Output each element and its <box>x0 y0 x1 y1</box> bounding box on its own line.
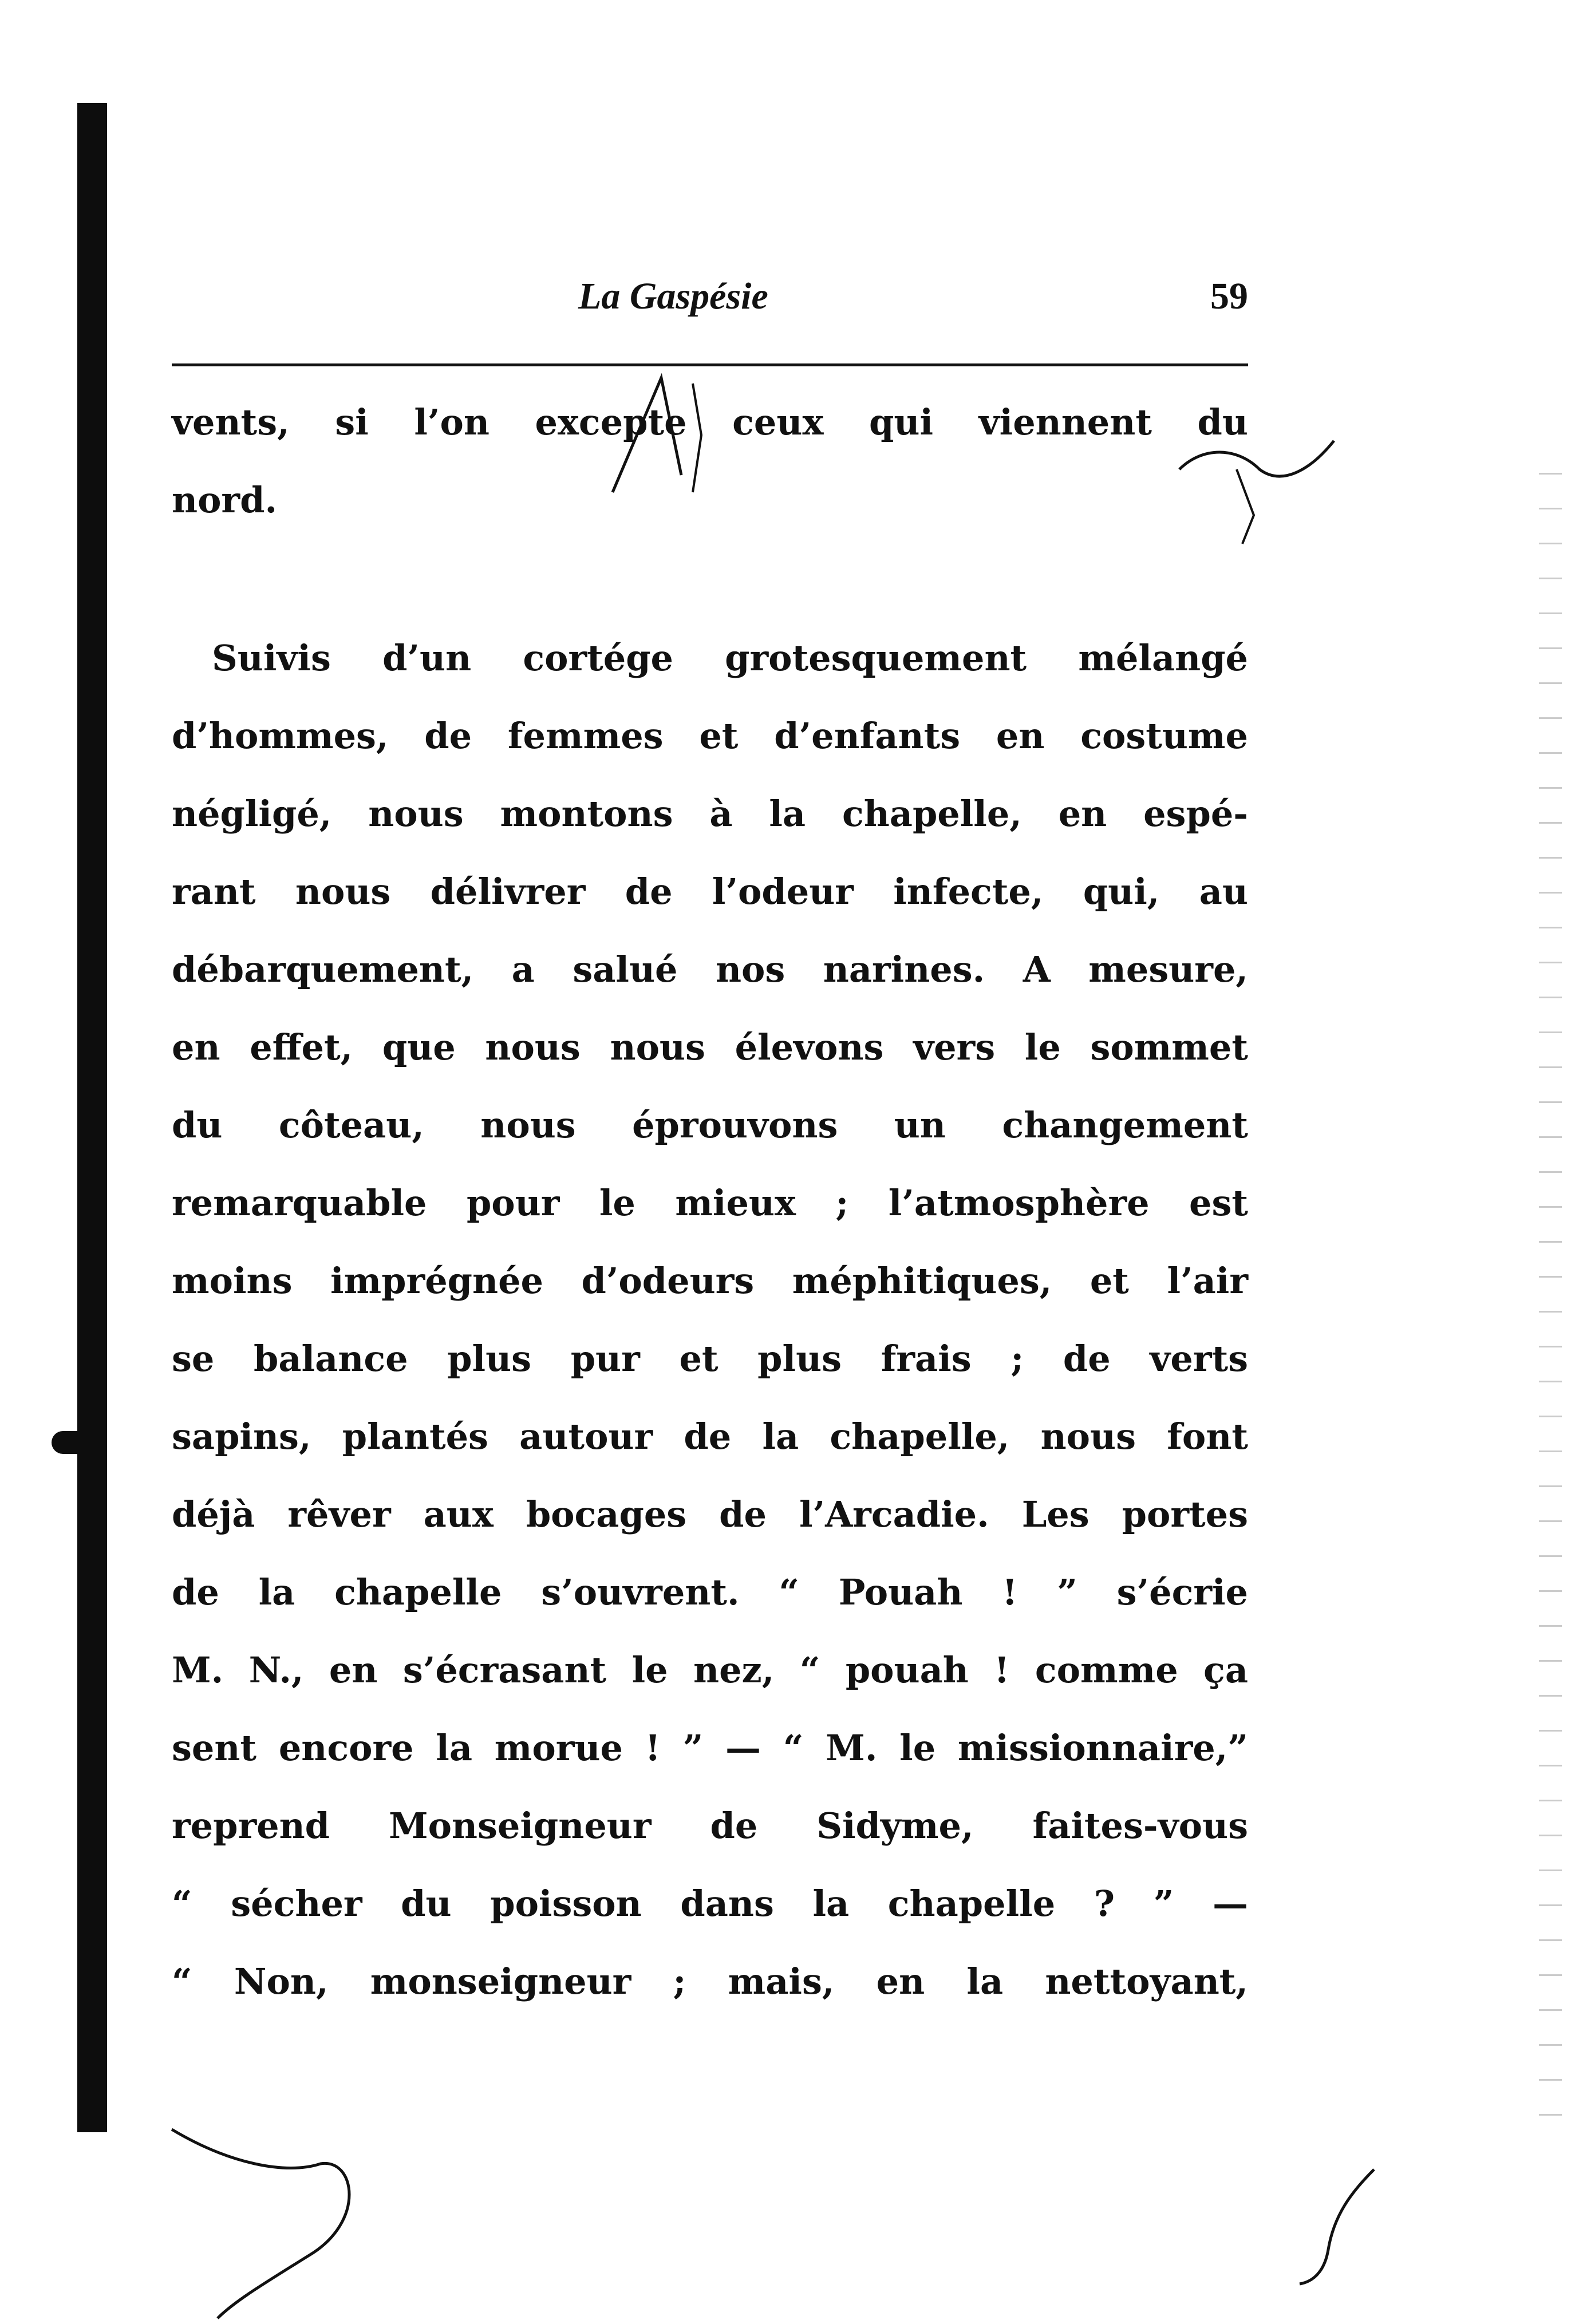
text-line: de la chapelle s’ouvrent. “ Pouah ! ” s’écrie <box>172 1571 1248 1613</box>
text-line: sent encore la morue ! ” — “ M. le missionnaire,” <box>172 1727 1248 1769</box>
text-line: remarquable pour le mieux ; l’atmosphère est <box>172 1182 1248 1224</box>
text-line: moins imprégnée d’odeurs méphitiques, et l’air <box>172 1260 1248 1302</box>
scan-left-border <box>77 103 107 2132</box>
header-rule <box>172 363 1248 366</box>
text-line: négligé, nous montons à la chapelle, en espé- <box>172 793 1248 835</box>
text-line: du côteau, nous éprouvons un changement <box>172 1104 1248 1146</box>
text-line: en effet, que nous nous élevons vers le sommet <box>172 1026 1248 1068</box>
text-line: d’hommes, de femmes et d’enfants en costume <box>172 715 1248 757</box>
scan-edge-noise <box>1539 458 1562 2118</box>
paragraph-gap <box>172 539 1248 619</box>
running-header <box>172 263 1248 338</box>
page-text <box>172 384 1248 2021</box>
text-line: déjà rêver aux bocages de l’Arcadie. Les portes <box>172 1493 1248 1535</box>
text-line: rant nous délivrer de l’odeur infecte, qui, au <box>172 871 1248 912</box>
text-line: vents, si l’on excepte ceux qui viennent du <box>172 401 1248 443</box>
running-title: La Gaspésie <box>578 275 768 317</box>
book-page <box>172 263 1248 2152</box>
text-line: reprend Monseigneur de Sidyme, faites-vous <box>172 1805 1248 1847</box>
text-line: débarquement, a salué nos narines. A mesure, <box>172 948 1248 990</box>
text-line: “ Non, monseigneur ; mais, en la nettoyant, <box>172 1961 1248 2002</box>
handwritten-margin-stroke-right <box>1294 2164 1391 2290</box>
text-line: se balance plus pur et plus frais ; de verts <box>172 1338 1248 1380</box>
page-number: 59 <box>1210 275 1248 317</box>
scan-left-border-notch <box>52 1431 86 1454</box>
text-line: Suivis d’un cortége grotesquement mélangé <box>212 637 1248 679</box>
text-line: nord. <box>172 479 278 521</box>
text-line: “ sécher du poisson dans la chapelle ? ” — <box>172 1883 1248 1924</box>
text-line: M. N., en s’écrasant le nez, “ pouah ! comme ça <box>172 1649 1248 1691</box>
text-line: sapins, plantés autour de la chapelle, nous font <box>172 1416 1248 1457</box>
